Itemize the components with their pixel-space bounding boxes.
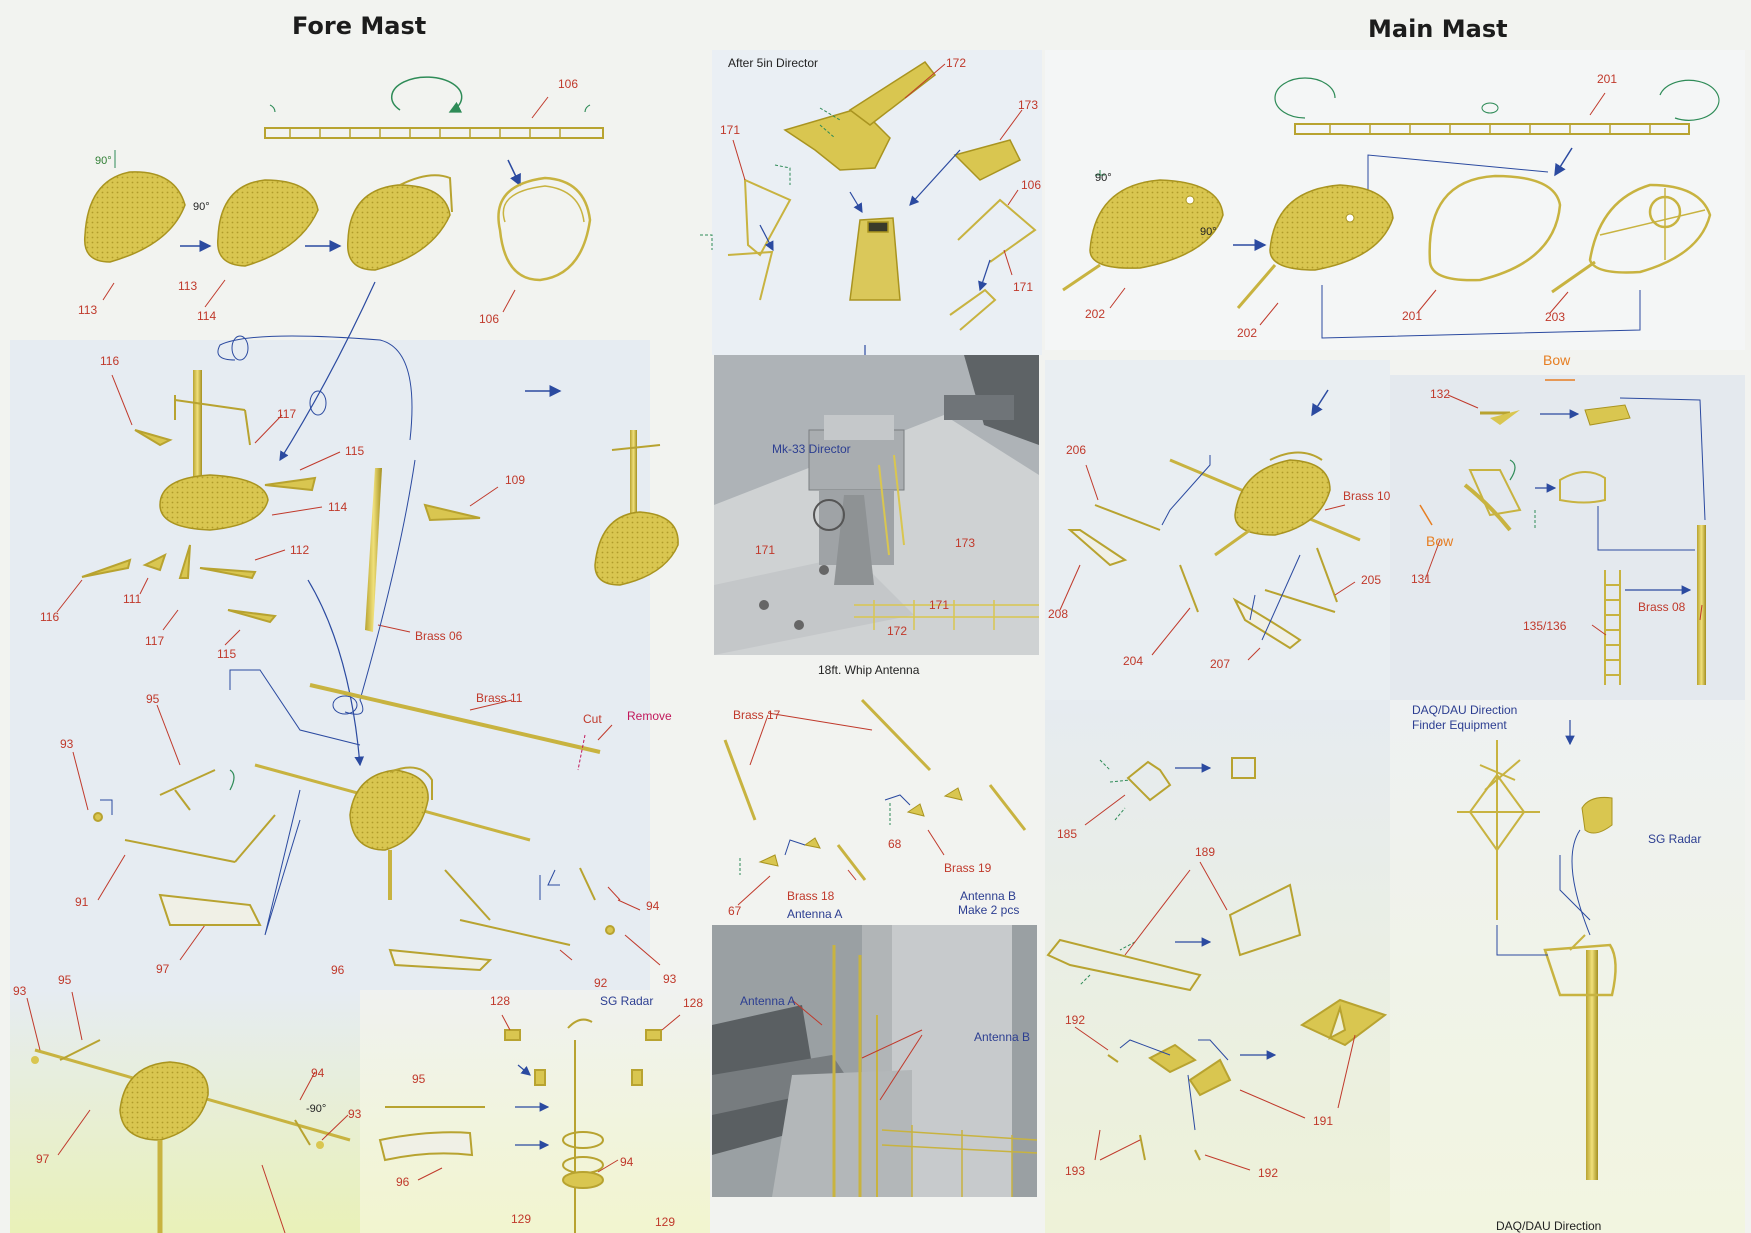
part-label-68: 68: [888, 837, 902, 851]
part-label-95: 95: [58, 973, 72, 987]
main-lower-parts: [1048, 758, 1385, 1160]
part-label-132: 132: [1430, 387, 1451, 401]
antenna-a-label: Antenna A: [787, 907, 843, 921]
platform-114-railed: [348, 175, 452, 270]
daq-dau-label: DAQ/DAU Direction: [1412, 703, 1518, 717]
main-antenna-parts: [1465, 405, 1706, 685]
part-label-172: 172: [946, 56, 967, 70]
part-label-97: 97: [36, 1152, 50, 1166]
part-label-109: 109: [505, 473, 526, 487]
angle-label: -90°: [306, 1103, 327, 1115]
part-label-brass-19: Brass 19: [944, 861, 992, 875]
mk33-director-photo: [714, 355, 1039, 655]
part-label-192: 192: [1258, 1166, 1279, 1180]
railing-201-loop: [1430, 176, 1560, 280]
part-label-208: 208: [1048, 607, 1069, 621]
part-label-brass-17: Brass 17: [733, 708, 781, 722]
photo-antenna-b-label: Antenna B: [974, 1030, 1031, 1044]
platform-202: [1063, 180, 1223, 290]
main-mast-assembly: [1170, 453, 1360, 556]
part-label-116: 116: [40, 610, 60, 624]
fore-mast-assembly: [160, 370, 268, 530]
make-2-pcs-label: Make 2 pcs: [958, 903, 1020, 917]
mk33-director-label: Mk-33 Director: [772, 442, 851, 456]
platform-202-b: [1238, 185, 1393, 308]
part-label-94: 94: [311, 1066, 325, 1080]
part-label-128: 128: [683, 996, 704, 1010]
part-label-205: 205: [1361, 573, 1382, 587]
part-label-201: 201: [1597, 72, 1618, 86]
sg-radar-label: SG Radar: [1648, 832, 1702, 846]
part-label-131: 131: [1411, 572, 1432, 586]
part-label-203: 203: [1545, 310, 1566, 324]
railing-106-loop: [498, 178, 590, 280]
part-label-brass-08: Brass 08: [1638, 600, 1686, 614]
part-label-93: 93: [13, 984, 27, 998]
bow-label: Bow: [1426, 533, 1454, 549]
part-label-171: 171: [929, 598, 950, 612]
remove-label: Remove: [627, 709, 672, 723]
part-label-94: 94: [646, 899, 660, 913]
part-label-91: 91: [75, 895, 89, 909]
part-label-201: 201: [1402, 309, 1423, 323]
part-label-106: 106: [1021, 178, 1042, 192]
part-label-95: 95: [412, 1072, 426, 1086]
fore-mast-title: Fore Mast: [292, 12, 427, 40]
fore-mast-complete: [595, 430, 678, 585]
part-label-172: 172: [887, 624, 908, 638]
whip-antenna-fittings: [760, 788, 962, 866]
angle-label: 90°: [1095, 172, 1112, 184]
part-label-173: 173: [1018, 98, 1039, 112]
platform-114: [218, 180, 318, 266]
daq-dau-bottom-label: DAQ/DAU Direction: [1496, 1219, 1602, 1233]
part-label-114: 114: [328, 500, 348, 514]
angle-label: 90°: [1200, 226, 1217, 238]
part-label-116: 116: [100, 354, 120, 368]
part-label-171: 171: [720, 123, 741, 137]
part-label-207: 207: [1210, 657, 1231, 671]
part-label-171: 171: [1013, 280, 1034, 294]
part-label-112: 112: [290, 543, 310, 557]
part-label-brass-06: Brass 06: [415, 629, 463, 643]
part-label-193: 193: [1065, 1164, 1086, 1178]
angle-label: 90°: [193, 201, 210, 213]
part-label-106: 106: [558, 77, 579, 91]
main-sg-radar-parts: [1545, 797, 1616, 1180]
cut-label: Cut: [583, 712, 602, 726]
after-director-parts: [728, 62, 1035, 330]
after-director-label: After 5in Director: [728, 56, 819, 70]
railing-106-strip: [265, 77, 603, 138]
part-label-96: 96: [331, 963, 345, 977]
part-label-129: 129: [655, 1215, 676, 1229]
part-label-117: 117: [145, 634, 165, 648]
daq-dau-direction-finder: [1457, 740, 1540, 920]
sg-radar-label: SG Radar: [600, 994, 654, 1008]
whip-antenna-parts: [725, 700, 1025, 880]
part-label-111: 111: [123, 592, 142, 606]
part-label-191: 191: [1313, 1114, 1334, 1128]
brass-11-rod: [310, 685, 600, 770]
part-label-129: 129: [511, 1212, 532, 1226]
part-label-67: 67: [728, 904, 742, 918]
part-label-171: 171: [755, 543, 776, 557]
part-label-92: 92: [594, 976, 608, 990]
part-label-115: 115: [217, 647, 237, 661]
part-label-brass-18: Brass 18: [787, 889, 835, 903]
part-label-173: 173: [955, 536, 976, 550]
whip-antenna-caption: 18ft. Whip Antenna: [818, 663, 920, 677]
part-label-202: 202: [1237, 326, 1258, 340]
part-label-97: 97: [156, 962, 170, 976]
part-label-95: 95: [146, 692, 160, 706]
part-label-115: 115: [345, 444, 365, 458]
part-label-106: 106: [479, 312, 500, 326]
part-label-135-136: 135/136: [1523, 619, 1567, 633]
part-label-185: 185: [1057, 827, 1078, 841]
antenna-b-label: Antenna B: [960, 889, 1017, 903]
fore-bottom-parts: [380, 1020, 661, 1233]
bow-label: Bow: [1543, 352, 1571, 368]
brass-06-rod: [365, 468, 382, 632]
part-label-202: 202: [1085, 307, 1106, 321]
railing-201-strip: [1275, 78, 1719, 134]
part-label-206: 206: [1066, 443, 1087, 457]
part-label-128: 128: [490, 994, 511, 1008]
antenna-photo: [712, 925, 1037, 1197]
part-label-113: 113: [178, 279, 198, 293]
part-label-93: 93: [60, 737, 74, 751]
angle-label: 90°: [95, 155, 112, 167]
part-label-94: 94: [620, 1155, 634, 1169]
part-label-117: 117: [277, 407, 297, 421]
part-label-brass-11: Brass 11: [476, 691, 523, 705]
finder-equipment-label: Finder Equipment: [1412, 718, 1507, 732]
part-label-192: 192: [1065, 1013, 1086, 1027]
main-mast-title: Main Mast: [1368, 15, 1508, 43]
fore-sg-radar-assembly: [31, 1040, 350, 1233]
photo-antenna-a-label: Antenna A: [740, 994, 796, 1008]
part-label-114: 114: [197, 309, 217, 323]
part-label-204: 204: [1123, 654, 1144, 668]
part-label-113: 113: [78, 303, 98, 317]
part-label-189: 189: [1195, 845, 1216, 859]
part-label-brass-10: Brass 10: [1343, 489, 1391, 503]
part-label-93: 93: [348, 1107, 362, 1121]
part-label-93: 93: [663, 972, 677, 986]
platform-203-frame: [1552, 185, 1710, 292]
part-label-96: 96: [396, 1175, 410, 1189]
